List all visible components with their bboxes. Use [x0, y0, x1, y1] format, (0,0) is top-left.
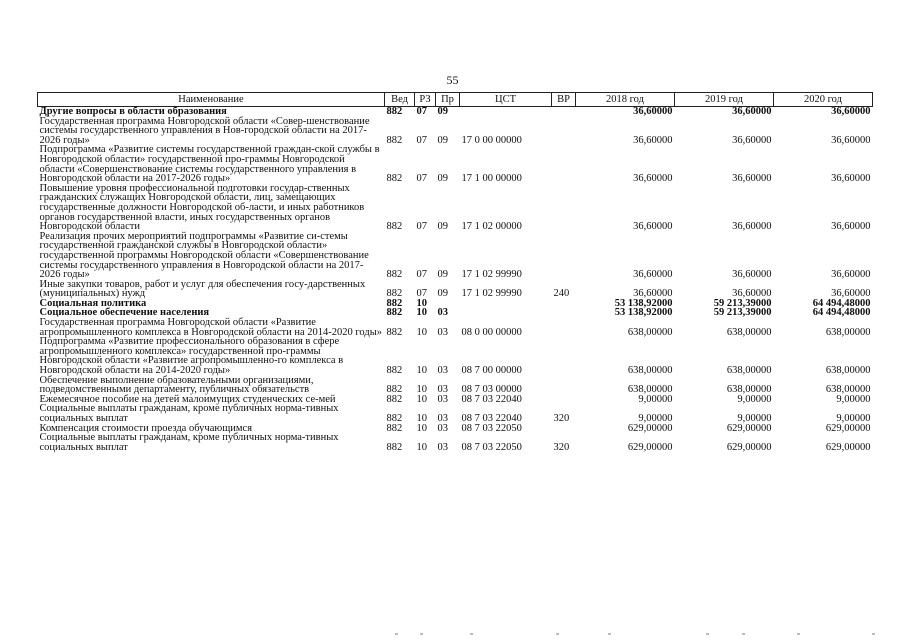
row-cst: 08 7 03 22040: [461, 413, 522, 424]
row-2020: 9,00000: [836, 393, 871, 405]
row-vr: [552, 107, 576, 117]
row-vr: [552, 308, 576, 318]
row-2020: 64 494,48000: [812, 297, 871, 309]
row-vr: [552, 376, 576, 395]
row-rz: 07: [416, 134, 427, 146]
row-vr: 240: [553, 288, 570, 300]
header-vr: ВР: [552, 93, 576, 107]
table-row: [38, 318, 873, 337]
row-name: Государственная программа Новгородской области «Совер-шенствование системы государственного управления в Нов-городской области на 2017-2026 годы»: [39, 115, 370, 146]
row-rz: 07: [416, 269, 427, 281]
table-row: [38, 404, 873, 423]
row-2019: 59 213,39000: [713, 297, 772, 309]
row-rz: 10: [416, 365, 427, 377]
row-2018: 629,00000: [627, 441, 673, 453]
row-name: Компенсация стоимости проезда обучающимся: [39, 422, 253, 434]
row-ved: 882: [386, 365, 403, 377]
header-ved: Вед: [385, 93, 415, 107]
row-2019: 59 213,39000: [713, 307, 772, 319]
row-pr: 03: [437, 413, 448, 424]
row-2018: 36,60000: [633, 134, 673, 146]
row-name: Государственная программа Новгородской области «Развитие агропромышленного комплекса в Новгородской области на 2014-2020 годы»: [39, 317, 382, 338]
row-2020: 36,60000: [831, 221, 871, 233]
row-pr: 09: [437, 173, 448, 185]
row-2020: 629,00000: [825, 441, 871, 453]
row-name: Социальные выплаты гражданам, кроме публичных норма-тивных социальных выплат: [39, 432, 339, 453]
row-2018: 629,00000: [627, 422, 673, 434]
table-header-row: [38, 93, 873, 107]
row-2019: 36,60000: [732, 288, 772, 300]
row-ved: 882: [386, 221, 403, 233]
row-2018: 36,60000: [633, 221, 673, 233]
row-2019: 9,00000: [737, 413, 772, 424]
row-2019: 36,60000: [732, 173, 772, 185]
row-cst: 17 1 02 00000: [461, 221, 522, 233]
row-cst: 08 0 00 00000: [461, 326, 522, 338]
row-2019: 36,60000: [732, 221, 772, 233]
row-ved: 882: [386, 307, 403, 319]
row-2018: 638,00000: [627, 326, 673, 338]
row-vr: [552, 395, 576, 405]
row-name: Реализация прочих мероприятий подпрограммы «Развитие си-стемы государственной гражданской службы в Новгородской области» государственной программы Новгородской области «Совершенствование системы государственного управления в Новгородской области на 2017-2026 годы»: [39, 230, 369, 281]
row-name: Ежемесячное пособие на детей малоимущих студенческих се-мей: [39, 393, 336, 405]
row-ved: 882: [386, 173, 403, 185]
scan-artifacts: [0, 630, 905, 640]
row-ved: 882: [386, 441, 403, 453]
row-ved: 882: [386, 384, 403, 396]
row-rz: 10: [416, 307, 427, 319]
row-2019: 638,00000: [726, 326, 772, 338]
row-pr: 03: [437, 307, 448, 319]
row-cst: 17 1 02 99990: [461, 269, 522, 281]
row-2020: 9,00000: [836, 413, 871, 424]
row-2020: 64 494,48000: [812, 307, 871, 319]
row-2018: 36,60000: [633, 106, 673, 117]
row-name: Повышение уровня профессиональной подготовки государ-ственных гражданских служащих Новгородской области, лиц, замещающих государственные должности Новгородской об-ласти, и иных работников органов государственной власти, иных государственных органов Новгородской области: [39, 182, 365, 233]
row-ved: 882: [386, 269, 403, 281]
row-2018: 53 138,92000: [614, 297, 673, 309]
row-vr: [552, 299, 576, 309]
row-name: Подпрограмма «Развитие системы государственной граждан-ской службы в Новгородской области» государственной про-граммы Новгородской области «Совершенствование системы государственного управления в Новгородской области на 2017-2026 годы»: [39, 144, 380, 185]
row-ved: 882: [386, 134, 403, 146]
row-2018: 36,60000: [633, 173, 673, 185]
row-pr: 03: [437, 326, 448, 338]
table-row: [38, 280, 873, 299]
row-rz: 10: [416, 441, 427, 453]
row-rz: 10: [416, 326, 427, 338]
budget-table: [37, 92, 873, 452]
row-rz: 07: [416, 173, 427, 185]
table-row: [38, 433, 873, 452]
row-name: Социальные выплаты гражданам, кроме публичных норма-тивных социальных выплат: [39, 403, 339, 424]
row-rz: 10: [416, 297, 427, 309]
table-row: [38, 145, 873, 183]
row-pr: 03: [437, 384, 448, 396]
row-vr: [552, 424, 576, 434]
row-ved: 882: [386, 106, 403, 117]
row-pr: 03: [437, 365, 448, 377]
row-2019: 36,60000: [732, 106, 772, 117]
row-2019: 638,00000: [726, 365, 772, 377]
row-2020: 36,60000: [831, 106, 871, 117]
row-2020: 36,60000: [831, 134, 871, 146]
row-cst: 08 7 03 22050: [461, 441, 522, 453]
row-2019: 638,00000: [726, 384, 772, 396]
row-rz: 10: [416, 422, 427, 434]
row-2019: 629,00000: [726, 422, 772, 434]
row-ved: 882: [386, 297, 403, 309]
row-2019: 36,60000: [732, 134, 772, 146]
row-2019: 629,00000: [726, 441, 772, 453]
row-pr: 09: [437, 106, 448, 117]
row-rz: 07: [416, 106, 427, 117]
row-rz: 07: [416, 221, 427, 233]
row-rz: 10: [416, 393, 427, 405]
row-pr: 09: [437, 134, 448, 146]
row-vr: [552, 117, 576, 146]
table-row: [38, 337, 873, 375]
header-pr: Пр: [436, 93, 460, 107]
row-ved: 882: [386, 326, 403, 338]
row-pr: 03: [437, 422, 448, 434]
row-2018: 53 138,92000: [614, 307, 673, 319]
row-2018: 36,60000: [633, 288, 673, 300]
page-number: 55: [446, 73, 459, 87]
table-row: [38, 184, 873, 232]
row-vr: [552, 184, 576, 232]
row-name: Социальная политика: [39, 297, 147, 309]
row-2019: 36,60000: [732, 269, 772, 281]
row-2018: 9,00000: [638, 393, 673, 405]
row-cst: 17 1 02 99990: [461, 288, 522, 300]
row-2018: 638,00000: [627, 365, 673, 377]
row-2020: 638,00000: [825, 365, 871, 377]
row-cst: 17 1 00 00000: [461, 173, 522, 185]
row-pr: 09: [437, 288, 448, 300]
row-ved: 882: [386, 288, 403, 300]
row-name: Социальное обеспечение населения: [39, 307, 210, 319]
row-pr: 03: [437, 393, 448, 405]
header-name: Наименование: [38, 93, 385, 107]
row-ved: 882: [386, 413, 403, 424]
row-ved: 882: [386, 422, 403, 434]
row-2020: 629,00000: [825, 422, 871, 434]
row-2018: 9,00000: [638, 413, 673, 424]
row-name: Подпрограмма «Развитие профессионального образования в сфере агропромышленного комплекса» государственной про-граммы Новгородской области «Развитие агропромышленно-го комплекса в Новгородской области на 2014-2020 годы»: [39, 336, 344, 377]
row-vr: [552, 318, 576, 337]
row-pr: 09: [437, 269, 448, 281]
row-rz: 10: [416, 413, 427, 424]
row-vr: 320: [553, 441, 570, 453]
row-2020: 36,60000: [831, 288, 871, 300]
table-row: [38, 117, 873, 146]
row-cst: 08 7 03 22050: [461, 422, 522, 434]
row-rz: 07: [416, 288, 427, 300]
row-2020: 638,00000: [825, 326, 871, 338]
row-pr: 09: [437, 221, 448, 233]
row-vr: 320: [553, 413, 570, 424]
row-vr: [552, 145, 576, 183]
header-rz: РЗ: [415, 93, 436, 107]
row-rz: 10: [416, 384, 427, 396]
row-ved: 882: [386, 393, 403, 405]
row-cst: 08 7 03 22040: [461, 393, 522, 405]
table-row: [38, 232, 873, 280]
row-2018: 36,60000: [633, 269, 673, 281]
row-2020: 36,60000: [831, 269, 871, 281]
row-cst: [460, 299, 552, 309]
row-pr: 03: [437, 441, 448, 453]
header-2020: 2020 год: [774, 93, 873, 107]
row-vr: [552, 337, 576, 375]
header-2018: 2018 год: [576, 93, 675, 107]
row-name: Иные закупки товаров, работ и услуг для обеспечения госу-дарственных (муниципальных) нужд: [39, 278, 366, 300]
row-name: Другие вопросы в области образования: [39, 106, 227, 117]
row-cst: [460, 107, 552, 117]
row-cst: 08 7 03 00000: [461, 384, 522, 396]
row-2018: 638,00000: [627, 384, 673, 396]
row-cst: 17 0 00 00000: [461, 134, 522, 146]
row-2019: 9,00000: [737, 393, 772, 405]
row-2020: 36,60000: [831, 173, 871, 185]
row-2020: 638,00000: [825, 384, 871, 396]
row-cst: [460, 308, 552, 318]
table-row: [38, 376, 873, 395]
row-name: Обеспечение выполнение образовательными организациями, подведомственными департаменту, публичных обязательств: [39, 374, 314, 396]
header-cst: ЦСТ: [460, 93, 552, 107]
header-2019: 2019 год: [675, 93, 774, 107]
row-vr: [552, 232, 576, 280]
row-cst: 08 7 00 00000: [461, 365, 522, 377]
